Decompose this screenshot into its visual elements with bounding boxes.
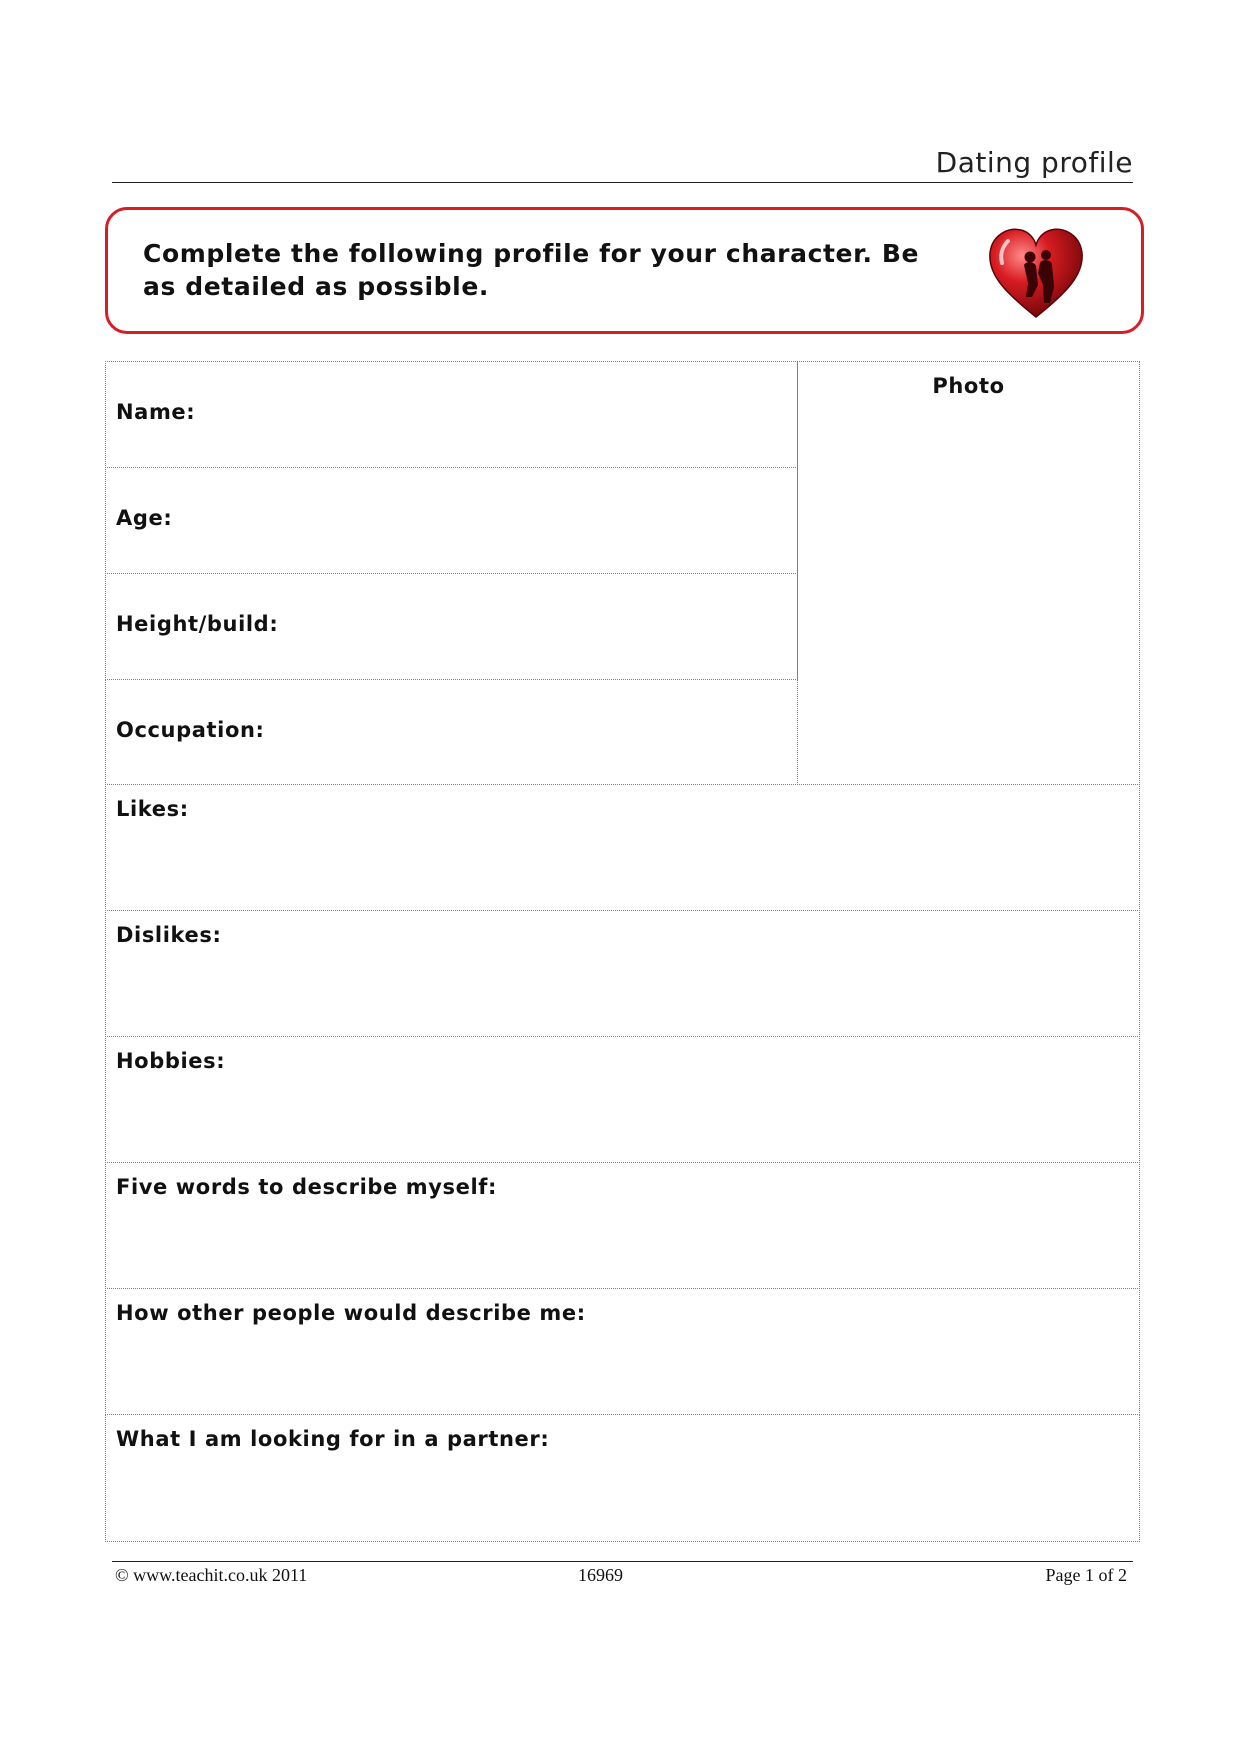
age-label: Age: <box>116 506 173 530</box>
footer-doc-id: 16969 <box>578 1565 623 1585</box>
name-label: Name: <box>116 400 196 424</box>
height-build-label: Height/build: <box>116 612 279 636</box>
height-build-field[interactable] <box>105 573 798 680</box>
document-title: Dating profile <box>935 146 1133 179</box>
name-field[interactable] <box>105 361 798 468</box>
dislikes-label: Dislikes: <box>116 923 222 947</box>
five-words-label: Five words to describe myself: <box>116 1175 497 1199</box>
header-divider <box>112 182 1133 183</box>
footer-page-number: Page 1 of 2 <box>1045 1565 1127 1585</box>
dislikes-field[interactable] <box>105 910 1140 1037</box>
age-field[interactable] <box>105 467 798 574</box>
heart-silhouette-couple-icon <box>986 225 1086 320</box>
footer-divider <box>112 1561 1133 1562</box>
others-describe-field[interactable] <box>105 1288 1140 1415</box>
likes-label: Likes: <box>116 797 189 821</box>
hobbies-label: Hobbies: <box>116 1049 226 1073</box>
likes-field[interactable] <box>105 784 1140 911</box>
instruction-text: Complete the following profile for your character. Be as detailed as possible. <box>143 239 920 301</box>
occupation-field[interactable] <box>105 679 798 785</box>
photo-box[interactable] <box>797 361 1140 785</box>
footer-copyright: © www.teachit.co.uk 2011 <box>115 1565 308 1585</box>
five-words-field[interactable] <box>105 1162 1140 1289</box>
photo-label: Photo <box>932 374 1005 398</box>
partner-label: What I am looking for in a partner: <box>116 1427 550 1451</box>
hobbies-field[interactable] <box>105 1036 1140 1163</box>
profile-form-grid <box>105 361 1140 1542</box>
instruction-box <box>105 207 1144 334</box>
partner-field[interactable] <box>105 1414 1140 1542</box>
others-describe-label: How other people would describe me: <box>116 1301 586 1325</box>
occupation-label: Occupation: <box>116 718 265 742</box>
